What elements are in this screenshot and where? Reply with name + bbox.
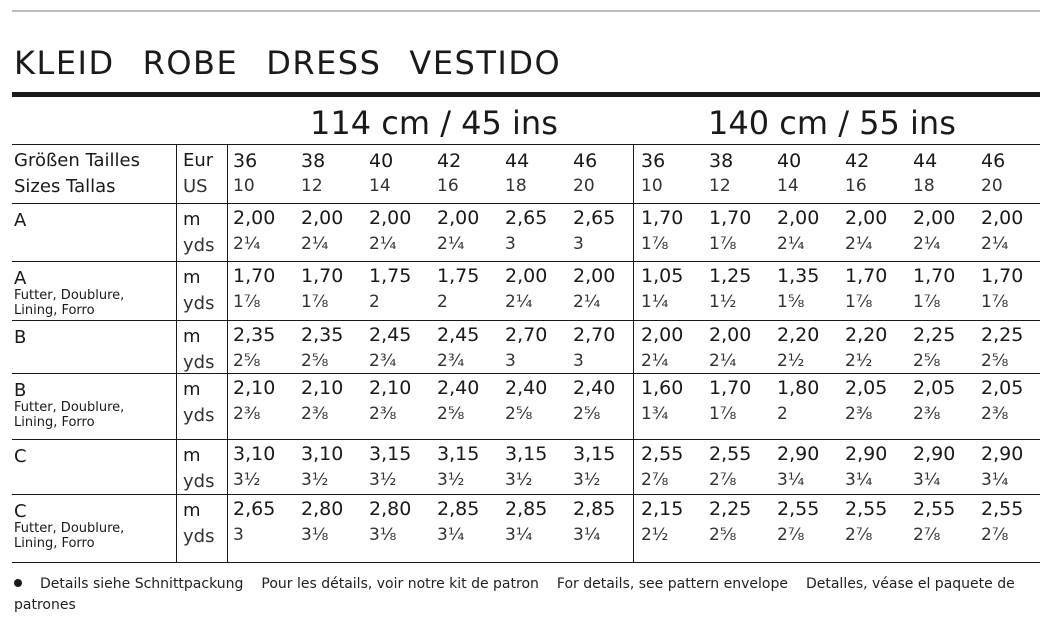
title-fr: ROBE [142,44,239,82]
meters-value: 1,35 [777,265,820,287]
yards-value: 1⅞ [233,292,261,312]
row-sublabel: Lining, Forro [14,303,95,318]
table-rule-row [12,261,1040,262]
meters-value: 2,65 [573,207,616,229]
yards-value: 2¼ [573,292,601,312]
size-us: 20 [573,176,595,196]
meters-value: 3,10 [233,443,276,465]
yards-value: 3 [573,351,584,371]
meters-value: 1,25 [709,265,752,287]
yards-value: 2⅝ [505,404,533,424]
yards-value: 2 [369,292,380,312]
yards-value: 2⅜ [913,404,941,424]
meters-value: 2,20 [845,324,888,346]
row-sublabel: Futter, Doublure, [14,400,125,415]
yards-value: 3¼ [913,470,941,490]
meters-value: 2,10 [233,377,276,399]
table-rule-row [12,320,1040,321]
yards-value: 2½ [777,351,805,371]
size-us: 20 [981,176,1003,196]
meters-value: 3,15 [573,443,616,465]
yards-value: 2¼ [845,234,873,254]
yards-value: 2⅞ [913,525,941,545]
meters-value: 2,00 [981,207,1024,229]
meters-value: 2,25 [709,498,752,520]
meters-value: 2,80 [301,498,344,520]
yards-value: 2⅞ [981,525,1009,545]
yards-value: 2⅞ [709,470,737,490]
meters-value: 2,90 [913,443,956,465]
fabric-width-114: 114 cm / 45 ins [310,104,558,142]
yards-value: 3½ [301,470,329,490]
meters-value: 2,90 [981,443,1024,465]
yards-value: 3¼ [845,470,873,490]
size-eur: 42 [437,150,462,172]
yards-value: 2¼ [369,234,397,254]
footnote [14,574,1034,616]
yards-value: 1⅞ [709,404,737,424]
meters-value: 1,70 [301,265,344,287]
size-us: 12 [709,176,731,196]
size-us: 14 [777,176,799,196]
yards-value: 2⅝ [573,404,601,424]
row-sublabel: Futter, Doublure, [14,288,125,303]
yards-value: 3½ [573,470,601,490]
yards-value: 2½ [845,351,873,371]
size-us: 18 [913,176,935,196]
meters-value: 2,65 [505,207,548,229]
yards-value: 1½ [709,292,737,312]
size-eur: 38 [301,150,326,172]
row-label: B [14,327,27,348]
size-unit-eur: Eur [183,150,214,171]
meters-value: 2,10 [369,377,412,399]
unit-m: m [183,209,201,230]
yards-value: 2¼ [301,234,329,254]
unit-yds: yds [183,352,215,373]
yards-value: 1⅝ [777,292,805,312]
unit-yds: yds [183,293,215,314]
unit-yds: yds [183,526,215,547]
meters-value: 1,60 [641,377,684,399]
yards-value: 2⅜ [369,404,397,424]
meters-value: 2,00 [913,207,956,229]
yards-value: 2⅞ [641,470,669,490]
yards-value: 3 [573,234,584,254]
meters-value: 2,00 [641,324,684,346]
yards-value: 3 [233,525,244,545]
footnote-de: Details siehe Schnittpackung [40,576,244,592]
yards-value: 2 [777,404,788,424]
yards-value: 3¼ [437,525,465,545]
yards-value: 2¼ [777,234,805,254]
footnote-fr: Pour les détails, voir notre kit de patron [261,576,539,592]
unit-yds: yds [183,471,215,492]
yards-value: 1⅞ [981,292,1009,312]
page-title [14,44,589,82]
yards-value: 2⅞ [845,525,873,545]
meters-value: 1,70 [913,265,956,287]
meters-value: 2,85 [573,498,616,520]
table-divider-widths [633,144,634,562]
yards-value: 2¼ [233,234,261,254]
meters-value: 1,75 [437,265,480,287]
meters-value: 2,55 [913,498,956,520]
yards-value: 1⅞ [845,292,873,312]
yards-value: 3¼ [505,525,533,545]
yards-value: 3⅛ [301,525,329,545]
meters-value: 2,70 [505,324,548,346]
meters-value: 2,00 [709,324,752,346]
yards-value: 3 [505,351,516,371]
unit-yds: yds [183,405,215,426]
size-unit-us: US [183,176,208,197]
yards-value: 1¼ [641,292,669,312]
meters-value: 3,15 [369,443,412,465]
meters-value: 2,55 [709,443,752,465]
table-rule-bottom [12,562,1040,563]
yards-value: 2⅝ [233,351,261,371]
yards-value: 2¼ [641,351,669,371]
footnote-en: For details, see pattern envelope [556,576,788,592]
table-rule-row [12,373,1040,374]
meters-value: 2,70 [573,324,616,346]
footnote-es: Detalles, véase el paquete de patrones [14,576,1015,613]
size-us: 10 [641,176,663,196]
unit-m: m [183,445,201,466]
meters-value: 2,55 [641,443,684,465]
unit-m: m [183,326,201,347]
yards-value: 3½ [437,470,465,490]
unit-m: m [183,379,201,400]
table-rule-row [12,203,1040,204]
yards-value: 2⅝ [981,351,1009,371]
row-label: C [14,446,27,467]
yards-value: 3⅛ [369,525,397,545]
yards-value: 2 [437,292,448,312]
size-eur: 38 [709,150,734,172]
meters-value: 1,70 [641,207,684,229]
size-eur: 36 [641,150,666,172]
size-eur: 46 [981,150,1006,172]
yards-value: 2¼ [505,292,533,312]
yards-value: 2⅝ [709,525,737,545]
meters-value: 2,85 [505,498,548,520]
yards-value: 3½ [505,470,533,490]
yards-value: 3½ [369,470,397,490]
meters-value: 2,90 [845,443,888,465]
meters-value: 2,85 [437,498,480,520]
meters-value: 2,55 [845,498,888,520]
unit-m: m [183,267,201,288]
table-rule-row [12,494,1040,495]
yards-value: 3 [505,234,516,254]
row-label: B [14,380,27,401]
yards-value: 3½ [233,470,261,490]
size-eur: 36 [233,150,258,172]
yards-value: 2¾ [369,351,397,371]
meters-value: 2,05 [981,377,1024,399]
yards-value: 1⅞ [913,292,941,312]
yards-value: 2¼ [981,234,1009,254]
meters-value: 2,00 [369,207,412,229]
yards-value: 2¾ [437,351,465,371]
top-rule [12,10,1040,12]
meters-value: 2,00 [505,265,548,287]
meters-value: 2,00 [233,207,276,229]
title-de: KLEID [14,44,115,82]
meters-value: 2,00 [845,207,888,229]
size-eur: 44 [505,150,530,172]
meters-value: 2,90 [777,443,820,465]
yards-value: 2⅜ [233,404,261,424]
meters-value: 2,40 [437,377,480,399]
meters-value: 2,65 [233,498,276,520]
table-divider-left [176,144,177,562]
meters-value: 1,70 [709,377,752,399]
meters-value: 2,20 [777,324,820,346]
table-rule-row [12,439,1040,440]
meters-value: 2,45 [437,324,480,346]
meters-value: 1,70 [981,265,1024,287]
yards-value: 3¼ [777,470,805,490]
size-us: 12 [301,176,323,196]
row-sublabel: Lining, Forro [14,536,95,551]
meters-value: 2,10 [301,377,344,399]
meters-value: 2,25 [981,324,1024,346]
yards-value: 2⅝ [437,404,465,424]
size-label-line1: Größen Tailles [14,150,141,171]
meters-value: 2,05 [845,377,888,399]
size-us: 16 [845,176,867,196]
meters-value: 1,75 [369,265,412,287]
row-sublabel: Lining, Forro [14,415,95,430]
meters-value: 1,70 [233,265,276,287]
meters-value: 1,05 [641,265,684,287]
title-rule [12,92,1040,97]
meters-value: 2,35 [233,324,276,346]
yards-value: 1⅞ [641,234,669,254]
yards-value: 2½ [641,525,669,545]
meters-value: 3,15 [437,443,480,465]
meters-value: 1,80 [777,377,820,399]
title-en: DRESS [266,44,382,82]
meters-value: 2,40 [505,377,548,399]
meters-value: 2,00 [437,207,480,229]
unit-m: m [183,500,201,521]
row-label: A [14,210,27,231]
meters-value: 1,70 [709,207,752,229]
size-us: 18 [505,176,527,196]
size-label-line2: Sizes Tallas [14,176,116,197]
size-us: 10 [233,176,255,196]
yards-value: 2¼ [913,234,941,254]
yards-value: 3¼ [981,470,1009,490]
yards-value: 1⅞ [709,234,737,254]
meters-value: 2,40 [573,377,616,399]
size-eur: 44 [913,150,938,172]
meters-value: 2,00 [573,265,616,287]
row-sublabel: Futter, Doublure, [14,521,125,536]
size-eur: 46 [573,150,598,172]
meters-value: 3,15 [505,443,548,465]
meters-value: 2,00 [777,207,820,229]
yards-value: 2¼ [437,234,465,254]
meters-value: 2,55 [777,498,820,520]
size-eur: 42 [845,150,870,172]
meters-value: 2,15 [641,498,684,520]
yards-value: 2⅜ [981,404,1009,424]
table-divider-units [227,144,228,562]
yards-value: 1¾ [641,404,669,424]
bullet-icon [14,579,22,587]
meters-value: 2,55 [981,498,1024,520]
yards-value: 2⅜ [845,404,873,424]
yards-value: 2⅝ [301,351,329,371]
size-us: 14 [369,176,391,196]
meters-value: 2,05 [913,377,956,399]
fabric-width-140: 140 cm / 55 ins [708,104,956,142]
meters-value: 3,10 [301,443,344,465]
unit-yds: yds [183,235,215,256]
yards-value: 1⅞ [301,292,329,312]
title-es: VESTIDO [409,44,562,82]
meters-value: 1,70 [845,265,888,287]
meters-value: 2,45 [369,324,412,346]
yards-value: 2⅞ [777,525,805,545]
meters-value: 2,00 [301,207,344,229]
yards-value: 2⅝ [913,351,941,371]
size-eur: 40 [777,150,802,172]
meters-value: 2,80 [369,498,412,520]
row-label: A [14,268,27,289]
meters-value: 2,35 [301,324,344,346]
yards-value: 3¼ [573,525,601,545]
size-eur: 40 [369,150,394,172]
size-us: 16 [437,176,459,196]
row-label: C [14,501,27,522]
meters-value: 2,25 [913,324,956,346]
yards-value: 2⅜ [301,404,329,424]
yards-value: 2¼ [709,351,737,371]
table-rule-top [12,144,1040,145]
